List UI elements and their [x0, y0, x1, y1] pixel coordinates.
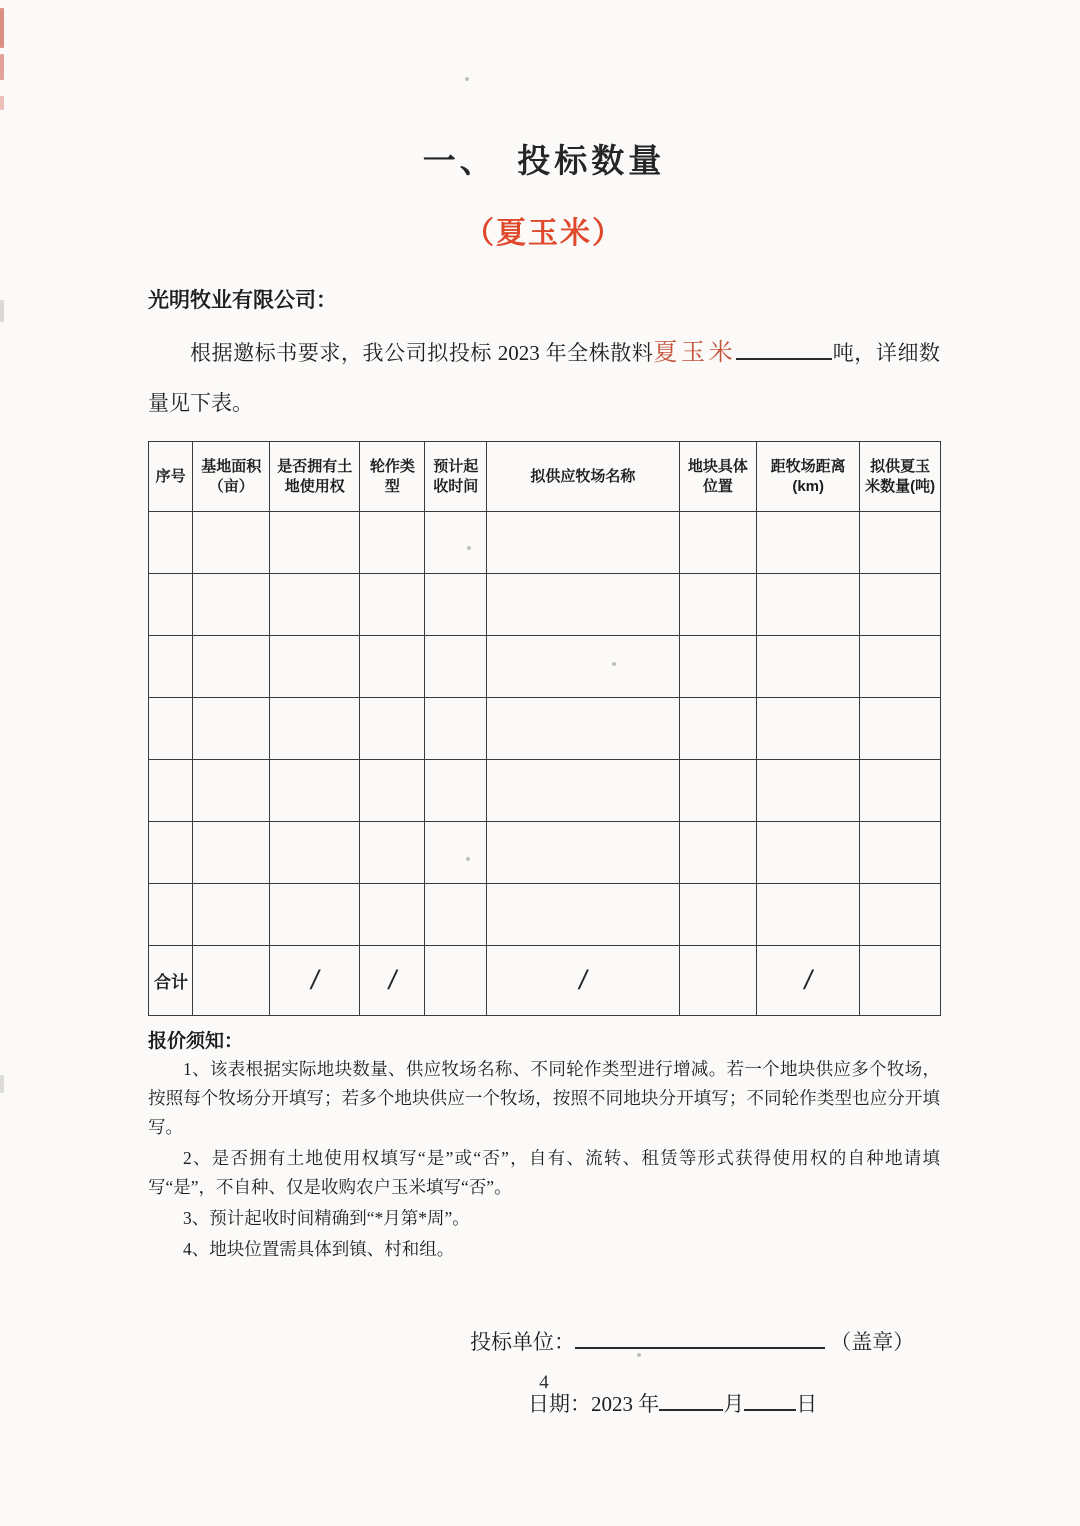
column-header-2: 是否拥有土地使用权: [270, 442, 360, 512]
empty-cell: [425, 574, 487, 636]
empty-cell: [860, 698, 941, 760]
empty-row: [149, 884, 941, 946]
slash-mark-cell: /: [757, 946, 860, 1016]
seal-label: （盖章）: [830, 1330, 915, 1354]
document-content: [148, 0, 940, 1418]
slash-mark-cell: /: [487, 946, 679, 1016]
binding-mark: [0, 54, 4, 80]
empty-cell: [757, 698, 860, 760]
empty-cell: [360, 636, 425, 698]
empty-cell: [149, 884, 193, 946]
date-prefix: 日期：2023 年: [528, 1392, 660, 1416]
intro-text-before: 根据邀标书要求，我公司拟投标 2023 年全株散料: [190, 341, 654, 365]
empty-cell: [487, 574, 679, 636]
empty-cell: [149, 512, 193, 574]
empty-cell: [487, 884, 679, 946]
empty-cell: [679, 946, 757, 1016]
empty-row: [149, 760, 941, 822]
empty-cell: [425, 884, 487, 946]
empty-cell: [679, 884, 757, 946]
empty-cell: [860, 822, 941, 884]
empty-cell: [860, 760, 941, 822]
empty-cell: [360, 822, 425, 884]
empty-cell: [757, 636, 860, 698]
page-title: 一、 投标数量: [422, 142, 666, 179]
slash-mark-cell: /: [270, 946, 360, 1016]
empty-cell: [193, 512, 270, 574]
empty-cell: [679, 574, 757, 636]
bidder-unit-label: 投标单位：: [470, 1330, 575, 1354]
month-blank-line: [659, 1407, 723, 1411]
empty-cell: [679, 760, 757, 822]
column-header-0: 序号: [149, 442, 193, 512]
column-header-5: 拟供应牧场名称: [487, 442, 679, 512]
empty-cell: [679, 698, 757, 760]
binding-mark: [0, 96, 4, 110]
empty-cell: [757, 512, 860, 574]
intro-text-after: 吨，详细数量见下表。: [148, 341, 941, 415]
day-label: 日: [796, 1392, 818, 1416]
empty-cell: [360, 512, 425, 574]
empty-cell: [270, 698, 360, 760]
empty-cell: [149, 698, 193, 760]
empty-cell: [487, 760, 679, 822]
note-item-3: 3、预计起收时间精确到“*月第*周”。: [183, 1208, 470, 1228]
page-subtitle-red: （夏玉米）: [464, 217, 624, 250]
empty-cell: [360, 574, 425, 636]
empty-cell: [860, 636, 941, 698]
empty-cell: [425, 822, 487, 884]
note-item-2: 2、是否拥有土地使用权填写“是”或“否”，自有、流转、租赁等形式获得使用权的自种地请填写“是”，不自种、仅是收购农户玉米填写“否”。: [148, 1148, 940, 1197]
empty-cell: [360, 884, 425, 946]
column-header-8: 拟供夏玉米数量(吨): [860, 442, 941, 512]
empty-row: [149, 698, 941, 760]
empty-cell: [425, 946, 487, 1016]
empty-cell: [425, 698, 487, 760]
empty-cell: [193, 574, 270, 636]
empty-cell: [270, 636, 360, 698]
page-number: 4: [539, 1372, 549, 1393]
empty-cell: [757, 884, 860, 946]
column-header-6: 地块具体位置: [679, 442, 757, 512]
column-header-7: 距牧场距离(km): [757, 442, 860, 512]
empty-cell: [149, 760, 193, 822]
note-item-4: 4、地块位置需具体到镇、村和组。: [183, 1239, 455, 1259]
empty-cell: [757, 574, 860, 636]
empty-cell: [149, 636, 193, 698]
binding-mark: [0, 8, 4, 48]
empty-cell: [193, 636, 270, 698]
column-header-1: 基地面积（亩）: [193, 442, 270, 512]
empty-cell: [149, 822, 193, 884]
empty-cell: [860, 946, 941, 1016]
empty-cell: [487, 636, 679, 698]
empty-cell: [757, 822, 860, 884]
total-row: [149, 946, 941, 1016]
empty-cell: [193, 698, 270, 760]
empty-row: [149, 636, 941, 698]
empty-cell: [487, 822, 679, 884]
empty-row: [149, 822, 941, 884]
empty-cell: [425, 760, 487, 822]
empty-cell: [425, 636, 487, 698]
intro-highlight-red: 夏玉米: [653, 340, 737, 366]
empty-cell: [270, 574, 360, 636]
bid-quantity-table: [148, 441, 941, 1016]
month-label: 月: [723, 1392, 745, 1416]
empty-cell: [487, 698, 679, 760]
notes-heading: 报价须知：: [148, 1031, 244, 1052]
empty-cell: [193, 884, 270, 946]
empty-cell: [860, 884, 941, 946]
signature-row: [470, 1326, 940, 1356]
empty-cell: [679, 636, 757, 698]
binding-mark: [0, 300, 4, 322]
empty-cell: [193, 760, 270, 822]
empty-cell: [270, 884, 360, 946]
empty-cell: [425, 512, 487, 574]
slash-mark-cell: /: [360, 946, 425, 1016]
empty-cell: [193, 822, 270, 884]
empty-cell: [487, 512, 679, 574]
empty-cell: [270, 512, 360, 574]
empty-cell: [270, 822, 360, 884]
empty-cell: [270, 760, 360, 822]
empty-cell: [679, 822, 757, 884]
bidder-unit-blank-line: [575, 1345, 825, 1349]
empty-cell: [360, 760, 425, 822]
note-item-1: 1、该表根据实际地块数量、供应牧场名称、不同轮作类型进行增减。若一个地块供应多个牧场，按照每个牧场分开填写；若多个地块供应一个牧场，按照不同地块分开填写；不同轮作类型也应分开填写。: [148, 1059, 940, 1137]
column-header-4: 预计起收时间: [425, 442, 487, 512]
empty-cell: [193, 946, 270, 1016]
empty-cell: [757, 760, 860, 822]
salutation: 光明牧业有限公司：: [148, 289, 337, 312]
column-header-3: 轮作类型: [360, 442, 425, 512]
empty-row: [149, 574, 941, 636]
empty-cell: [860, 512, 941, 574]
total-label: 合计: [149, 946, 193, 1016]
intro-paragraph: [148, 328, 940, 428]
empty-cell: [860, 574, 941, 636]
day-blank-line: [744, 1407, 796, 1411]
header-row: [149, 442, 941, 512]
empty-cell: [149, 574, 193, 636]
binding-mark: [0, 1075, 4, 1093]
empty-cell: [679, 512, 757, 574]
tonnage-blank-line: [736, 356, 832, 360]
empty-row: [149, 512, 941, 574]
empty-cell: [360, 698, 425, 760]
